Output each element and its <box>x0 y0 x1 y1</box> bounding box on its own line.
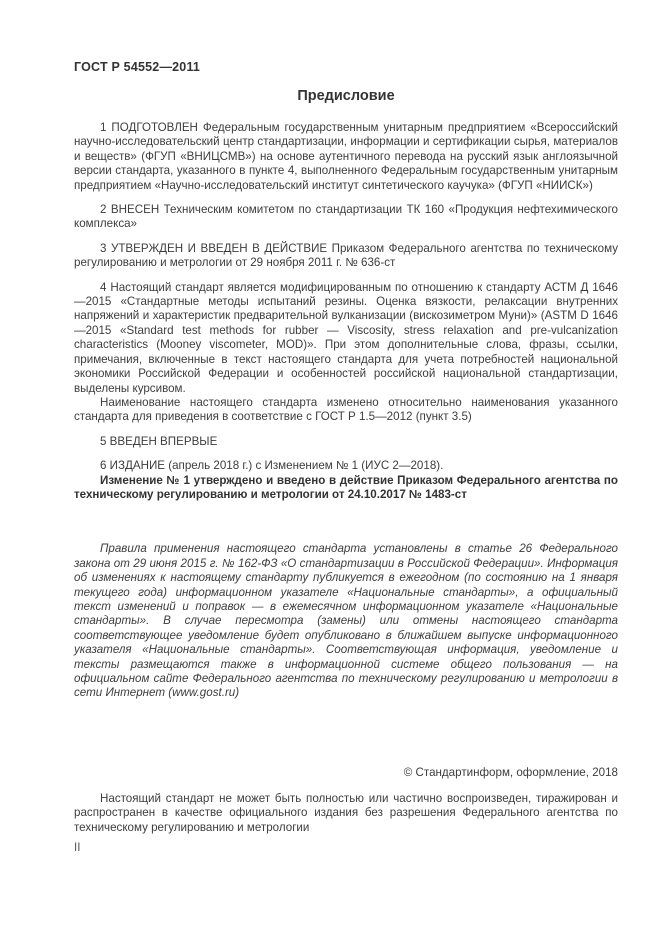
copyright-line: © Стандартинформ, оформление, 2018 <box>403 766 618 779</box>
page-number: II <box>74 842 81 855</box>
page-footer <box>74 766 618 854</box>
foreword-item-4: 4 Настоящий стандарт является модифицированным по отношению к стандарту АСТМ Д 1646—2015 «Стандартные методы испытаний резины. Оценка вязкости, релаксации внутренних напряжений и характеристик предварительной вулканизации (вискозиметром Муни)» (ASTM D 1646—2015 «Standard test methods for rubber — Viscosity, stress relaxation and pre-vulcanization characteristics (Mooney viscometer, MOD)». При этом дополнительные слова, фразы, ссылки, примечания, включенные в текст настоящего стандарта для учета потребностей национальной экономики Российской Федерации и особенностей российской национальной стандартизации, выделены курсивом. <box>74 280 618 395</box>
legal-application-note: Правила применения настоящего стандарта установлены в статье 26 Федерального закона от 29 июня 2015 г. № 162-ФЗ «О стандартизации в Российской Федерации». Информация об изменениях к настоящему стандарту публикуется в ежегодном (по состоянию на 1 января текущего года) информационном указателе «Национальные стандарты», а официальный текст изменений и поправок — в ежемесячном информационном указателе «Национальные стандарты». В случае пересмотра (замены) или отмены настоящего стандарта соответствующее уведомление будет опубликовано в ближайшем выпуске информационного указателя «Национальные стандарты». Соответствующая информация, уведомление и тексты размещаются также в информационной системе общего пользования — на официальном сайте Федерального агентства по техническому регулированию и метрологии в сети Интернет (www.gost.ru) <box>74 542 618 700</box>
foreword-item-6: 6 ИЗДАНИЕ (апрель 2018 г.) с Изменением № 1 (ИУС 2—2018). <box>100 459 444 473</box>
foreword-item-1: 1 ПОДГОТОВЛЕН Федеральным государственным унитарным предприятием «Всероссийский научно-исследовательский центр стандартизации, информации и сертификации сырья, материалов и веществ» (ФГУП «ВНИЦСМВ») на основе аутентичного перевода на русский язык англоязычной версии стандарта, указанного в пункте 4, выполненного Федеральным государственным унитарным предприятием «Научно-исследовательский институт синтетического каучука» (ФГУП «НИИСК») <box>74 121 618 192</box>
foreword-item-6-amendment: Изменение № 1 утверждено и введено в действие Приказом Федерального агентства по техническому регулированию и метрологии от 24.10.2017 № 1483-ст <box>74 473 618 501</box>
foreword-item-3: 3 УТВЕРЖДЕН И ВВЕДЕН В ДЕЙСТВИЕ Приказом Федерального агентства по техническому регулированию и метрологии от 29 ноября 2011 г. № 636-ст <box>74 241 618 270</box>
foreword-item-4-rename-note: Наименование настоящего стандарта изменено относительно наименования указанного стандарта для приведения в соответствие с ГОСТ Р 1.5—2012 (пункт 3.5) <box>74 395 618 424</box>
foreword-item-2: 2 ВНЕСЕН Техническим комитетом по стандартизации ТК 160 «Продукция нефтехимического комплекса» <box>74 203 618 231</box>
reproduction-restriction-note: Настоящий стандарт не может быть полностью или частично воспроизведен, тиражирован и распространен в качестве официального издания без разрешения Федерального агентства по техническому регулированию и метрологии <box>74 792 618 834</box>
foreword-item-5: 5 ВВЕДЕН ВПЕРВЫЕ <box>100 434 218 448</box>
page-title: Предисловие <box>297 88 395 104</box>
standard-code: ГОСТ Р 54552—2011 <box>74 60 201 74</box>
foreword-section <box>74 0 618 701</box>
